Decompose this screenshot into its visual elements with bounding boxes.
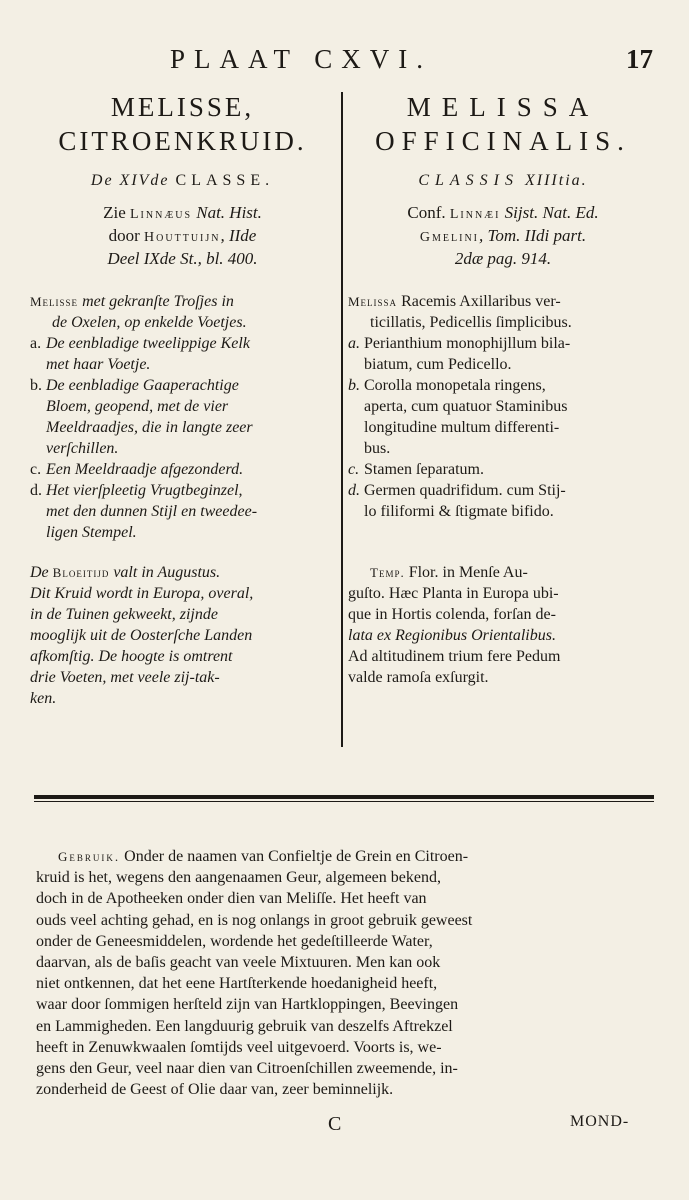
latin-column: [348, 90, 658, 688]
dutch-reference: [30, 202, 335, 269]
latin-description: [348, 291, 658, 522]
latin-item-b: b. Corolla monopetala ringens, aperta, cum quatuor Staminibus longitudine multum differenti- bus.: [348, 377, 568, 457]
latin-item-a: a. Perianthium monophijllum bila- biatum, cum Pedicello.: [348, 335, 571, 373]
dutch-desc-line: de Oxelen, op enkelde Voetjes.: [52, 314, 247, 331]
dutch-item-c: c. Een Meeldraadje afgezonderd.: [30, 461, 244, 478]
page-header: [0, 44, 689, 78]
dutch-item-a: a. De eenbladige tweelippige Kelk met haar Voetje.: [30, 335, 250, 373]
page-number: 17: [626, 44, 653, 74]
latin-ref-line-3: 2dæ pag. 914.: [454, 249, 552, 268]
latin-desc-line: ticillatis, Pedicellis ſimplicibus.: [370, 314, 572, 331]
dutch-title-1: MELISSE,: [110, 92, 255, 122]
column-divider: [341, 92, 343, 747]
dutch-flowering-paragraph: De Bloeitijd valt in Augustus. Dit Kruid wordt in Europa, overal, in de Tuinen gekweekt, zijnde mooglijk uit de Oosterſche Landen afkomſtig. De hoogte is omtrent drie Voeten, met veele zij-tak- ken.: [30, 564, 254, 707]
latin-reference: [348, 202, 658, 269]
latin-item-d: d. Germen quadrifidum. cum Stij- lo filiformi & ſtigmate bifido.: [348, 482, 566, 520]
dutch-item-b: b. De eenbladige Gaaperachtige Bloem, geopend, met de vier Meeldraadjes, die in langte zeer verſchillen.: [30, 377, 253, 457]
dutch-column: [30, 90, 335, 709]
latin-item-c: c. Stamen ſeparatum.: [348, 461, 484, 478]
latin-title-2: OFFICINALIS.: [375, 126, 631, 156]
latin-class-line: CLASSIS XIIItia.: [418, 172, 588, 189]
usage-paragraph: Gebruik. Onder de naamen van Confieltje de Grein en Citroen- kruid is het, wegens den aangenaamen Geur, algemeen bekend, doch in de Apotheeken onder dien van Meliſſe. Het heeft van ouds veel achting gehad, en is nog onlangs in groot gebruik geweest onder de Geneesmiddelen, wordende het gedeſtilleerde Water, daarvan, als de baſis geacht van veele Mixtuuren. Men kan ook niet ontkennen, dat het eene Hartſterkende hoedanigheid heeft, waar door ſommigen herſteld zijn van Hartkloppingen, Beevingen en Lammigheden. Een langduurig gebruik van deszelfs Aftrekzel heeft in Zenuwkwaalen ſomtijds veel uitgevoerd. Voorts is, we- gens den Geur, veel naar dien van Citroenſchillen zweemende, in- zonderheid de Geest of Olie daar van, zeer beminnelijk.: [36, 848, 473, 1099]
dutch-title-2: CITROENKRUID.: [58, 126, 307, 156]
catchword: MOND-: [570, 1113, 630, 1130]
dutch-ref-line-3: Deel IXde St., bl. 400.: [107, 249, 258, 268]
dutch-ref-line-2: door Houttuijn, IIde: [108, 226, 257, 245]
latin-title-1: MELISSA: [406, 92, 600, 122]
latin-ref-line-1: Conf. Linnæi Sijst. Nat. Ed.: [407, 203, 599, 222]
dutch-class-line: De XIVde CLASSE.: [90, 172, 275, 189]
latin-flowering-paragraph: Temp. Flor. in Menſe Au- guſto. Hæc Planta in Europa ubi- que in Hortis colenda, forſan de- lata ex Regionibus Orientalibus. Ad altitudinem trium fere Pedum valde ramoſa exſurgit.: [348, 564, 561, 686]
dutch-desc-line: Melisse met gekranſte Troſjes in: [30, 293, 234, 310]
dutch-description: [30, 291, 335, 543]
section-rule-thick: [34, 795, 654, 799]
latin-ref-line-2: Gmelini, Tom. IIdi part.: [419, 226, 587, 245]
signature-mark: C: [328, 1113, 342, 1135]
latin-desc-line: Melissa Racemis Axillaribus ver-: [348, 293, 561, 310]
dutch-ref-line-1: Zie Linnæus Nat. Hist.: [103, 203, 262, 222]
plate-heading: PLAAT CXVI.: [170, 44, 433, 74]
section-rule-thin: [34, 801, 654, 802]
dutch-item-d: d. Het vierſpleetig Vrugtbeginzel, met den dunnen Stijl en tweedee- ligen Stempel.: [30, 482, 258, 541]
